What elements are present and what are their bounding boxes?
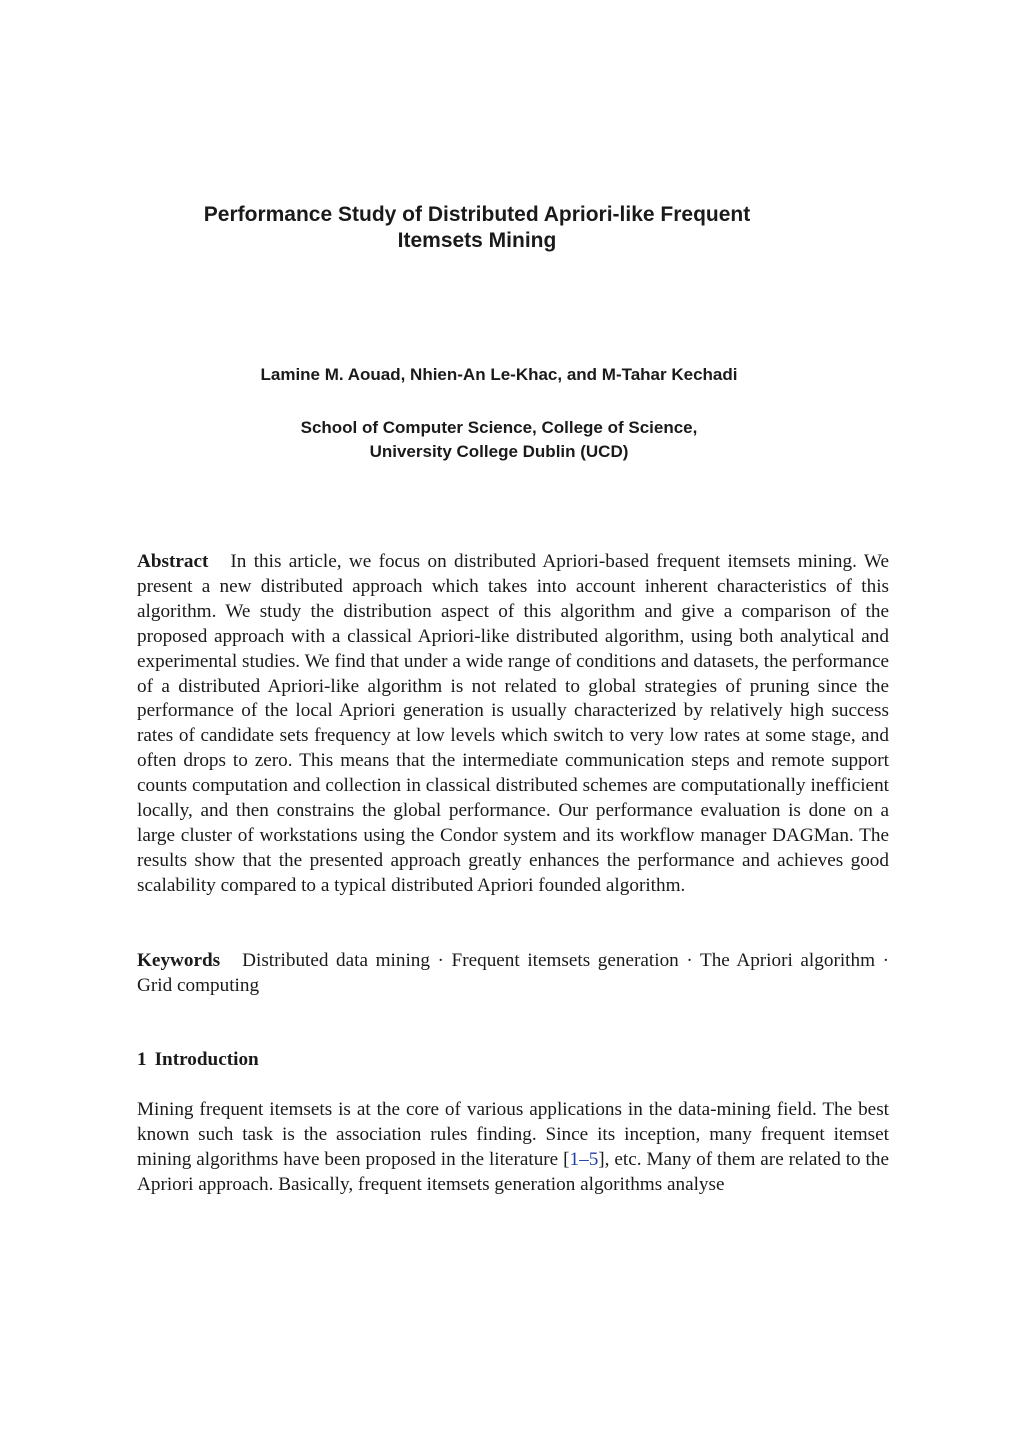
citation-link[interactable]: 1–5 [569, 1148, 599, 1170]
keywords [137, 949, 889, 999]
keywords-label: Keywords [137, 950, 221, 971]
affiliation-line-2: University College Dublin (UCD) [369, 442, 629, 461]
section-title: Introduction [154, 1049, 259, 1070]
section-heading-introduction [137, 1047, 259, 1073]
paper-title [120, 202, 834, 254]
author-list: Lamine M. Aouad, Nhien-An Le-Khac, and M-Tahar Kechadi [260, 365, 738, 384]
abstract [137, 550, 889, 899]
keywords-text: Distributed data mining · Frequent itemsets generation · The Apriori algorithm · Grid computing [137, 950, 889, 996]
intro-text-part-2: ], etc. Many of them are related to the Apriori approach. Basically, frequent itemsets generation algorithms analyse [137, 1148, 889, 1195]
paper-title-line-1: Performance Study of Distributed Apriori-like Frequent [203, 203, 751, 226]
introduction-paragraph [137, 1098, 889, 1198]
abstract-text: In this article, we focus on distributed Apriori-based frequent itemsets mining. We present a new distributed approach which takes into account inherent characteristics of this algorithm. We study the distribution aspect of this algorithm and give a comparison of the proposed approach with a classical Apriori-like distributed algorithm, using both analytical and experimental studies. We find that under a wide range of conditions and datasets, the performance of a distributed Apriori-like algorithm is not related to global strategies of pruning since the performance of the local Apriori generation is usually characterized by relatively high success rates of candidate sets frequency at low levels which switch to very low rates at some stage, and often drops to zero. This means that the intermediate communication steps and remote support counts computation and collection in classical distributed schemes are computationally inefficient locally, and then constrains the global performance. Our performance evaluation is done on a large cluster of workstations using the Condor system and its workflow manager DAGMan. The results show that the presented approach greatly enhances the performance and achieves good scalability compared to a typical distributed Apriori founded algorithm. [137, 551, 889, 896]
abstract-label: Abstract [137, 551, 209, 572]
affiliation-line-1: School of Computer Science, College of Science, [300, 418, 698, 437]
paper-title-line-2: Itemsets Mining [397, 229, 557, 252]
intro-text-part-1: Mining frequent itemsets is at the core of various applications in the data-mining field. The best known such task is the association rules finding. Since its inception, many frequent itemset mining algorithms have been proposed in the literature [ [137, 1099, 889, 1170]
affiliation [138, 416, 860, 464]
section-number: 1 [137, 1049, 147, 1070]
